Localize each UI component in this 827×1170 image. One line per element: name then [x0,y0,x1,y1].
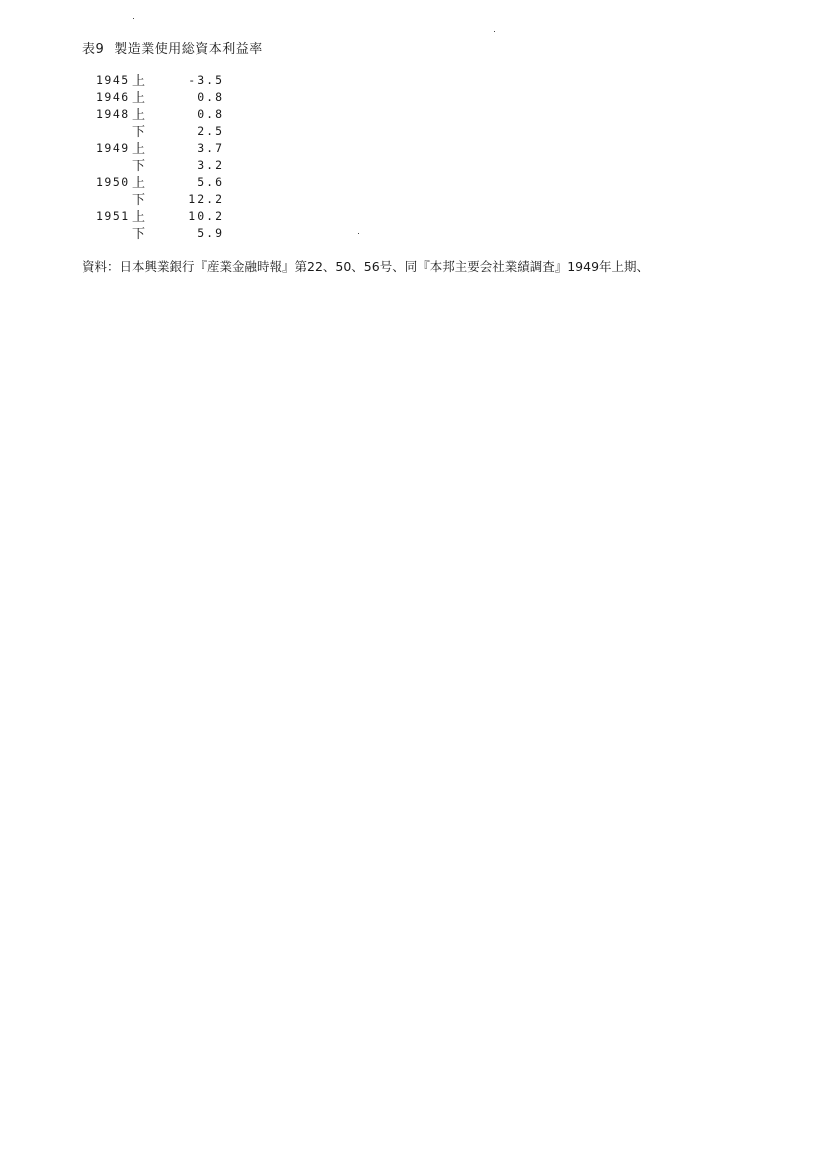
profit-rate-table [96,71,224,241]
half-cell: 上 [132,91,146,106]
value-cell: 12.2 [188,191,224,206]
scan-speck [133,18,134,19]
half-cell: 上 [132,108,146,123]
year-cell: 1946 [96,89,130,104]
table-title [82,38,263,57]
half-cell: 下 [132,193,146,208]
table-row [96,207,224,224]
value-cell: 10.2 [188,208,224,223]
year-cell: 1948 [96,106,130,121]
half-cell: 下 [132,227,146,242]
table-row [96,156,224,173]
half-cell: 上 [132,74,146,89]
table-row [96,190,224,207]
table-row [96,122,224,139]
value-cell: 0.8 [197,89,224,104]
year-cell: 1950 [96,174,130,189]
table-caption: 製造業使用総資本利益率 [114,42,263,57]
table-row [96,139,224,156]
value-cell: 5.6 [197,174,224,189]
table-row [96,224,224,241]
half-cell: 上 [132,210,146,225]
table-row [96,88,224,105]
half-cell: 下 [132,125,146,140]
value-cell: 3.7 [197,140,224,155]
year-cell: 1945 [96,72,130,87]
half-cell: 上 [132,176,146,191]
table-number: 表9 [82,42,105,57]
half-cell: 下 [132,159,146,174]
year-cell: 1949 [96,140,130,155]
table-row [96,105,224,122]
table-row [96,71,224,88]
value-cell: -3.5 [188,72,224,87]
year-cell: 1951 [96,208,130,223]
scan-speck [358,233,359,234]
scan-speck [494,31,495,32]
value-cell: 2.5 [197,123,224,138]
source-note: 資料：日本興業銀行『産業金融時報』第22、50、56号、同『本邦主要会社業績調査』1949年上期、 [82,259,650,274]
table-row [96,173,224,190]
value-cell: 0.8 [197,106,224,121]
value-cell: 5.9 [197,225,224,240]
half-cell: 上 [132,142,146,157]
value-cell: 3.2 [197,157,224,172]
